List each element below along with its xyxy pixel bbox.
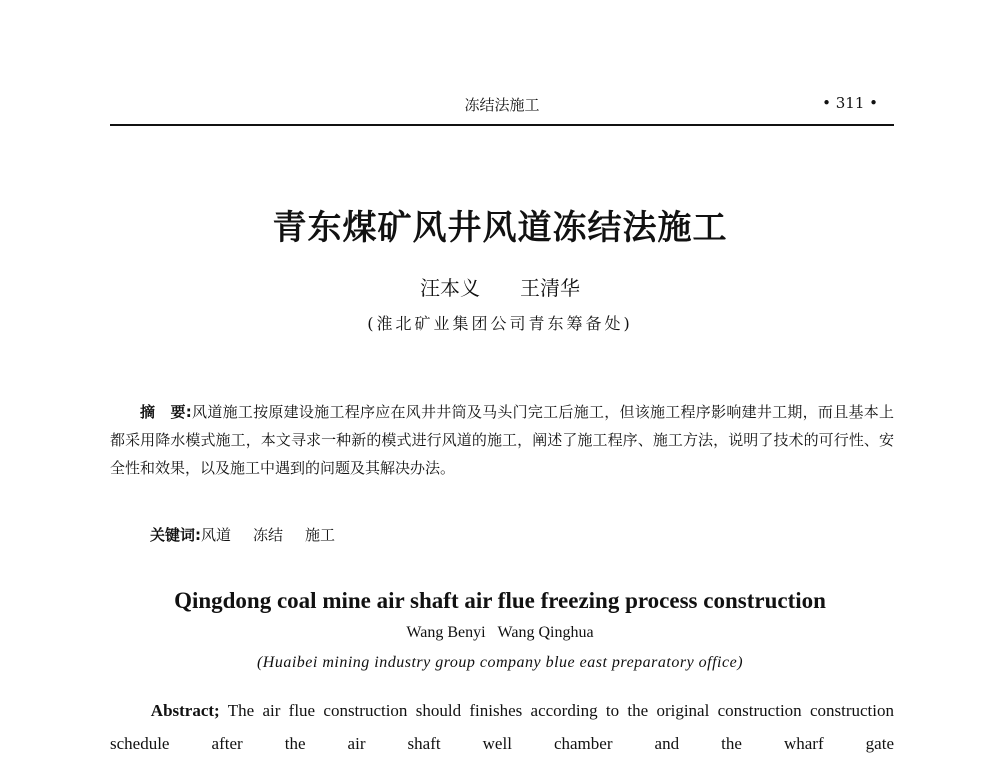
chinese-abstract: [110, 398, 894, 482]
paper-title: 青东煤矿风井风道冻结法施工: [272, 208, 728, 248]
running-head: [110, 92, 894, 118]
english-abstract-label: Abstract;: [150, 701, 220, 720]
running-head-title: 冻结法施工: [464, 96, 540, 114]
english-abstract: [110, 694, 894, 760]
author-1: 汪本义: [420, 276, 480, 300]
authors: [0, 272, 1000, 301]
english-author-1: Wang Benyi: [406, 624, 486, 641]
keyword: 冻结: [253, 526, 284, 544]
chinese-keywords: [150, 524, 335, 545]
abstract-label: 摘 要:: [140, 403, 192, 421]
english-abstract-text: The air flue construction should finishes according to the original construction construction schedule after the air shaft well chamber and the wharf gate: [110, 701, 894, 753]
header-rule: [110, 124, 894, 126]
english-author-2: Wang Qinghua: [497, 624, 594, 641]
affiliation: (淮北矿业集团公司青东筹备处): [367, 314, 633, 333]
english-authors: [0, 624, 1000, 642]
author-2: 王清华: [520, 276, 580, 300]
abstract-text: 风道施工按原建设施工程序应在风井井筒及马头门完工后施工，但该施工程序影响建井工期，而且基本上都采用降水模式施工，本文寻求一种新的模式进行风道的施工，阐述了施工程序、施工方法，说明了技术的可行性、安全性和效果，以及施工中遇到的问题及其解决办法。: [110, 403, 894, 477]
keyword: 施工: [305, 526, 336, 544]
page-number: • 311 •: [822, 94, 878, 112]
english-title: Qingdong coal mine air shaft air flue freezing process construction: [174, 588, 826, 613]
keyword: 风道: [201, 526, 232, 544]
keywords-label: 关键词:: [150, 526, 201, 544]
english-affiliation: (Huaibei mining industry group company blue east preparatory office): [256, 654, 744, 671]
